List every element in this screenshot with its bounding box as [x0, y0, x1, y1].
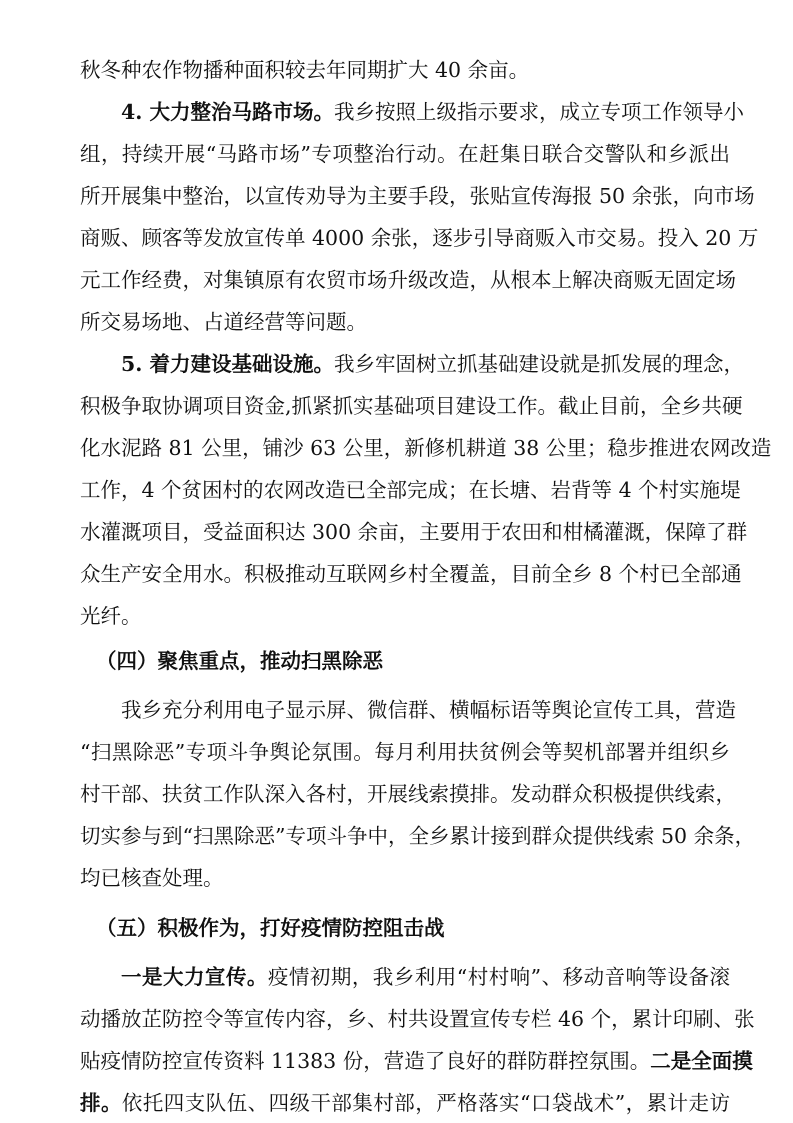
paragraph-line: 众生产安全用水。积极推动互联网乡村全覆盖，目前全乡 8 个村已全部通 [80, 562, 742, 586]
paragraph-line [80, 1083, 730, 1123]
section-title: 二是全面摸 [650, 1049, 753, 1073]
paragraph-line: “扫黑除恶”专项斗争舆论氛围。每月利用扶贫例会等契机部署并组织乡 [80, 740, 730, 764]
paragraph-text: 我乡按照上级指示要求，成立专项工作领导小 [334, 100, 745, 124]
paragraph-line: 水灌溉项目，受益面积达 300 余亩，主要用于农田和柑橘灌溉，保障了群 [80, 520, 748, 544]
paragraph-line: 积极争取协调项目资金,抓紧抓实基础项目建设工作。截止目前，全乡共硬 [80, 394, 743, 418]
paragraph-line: 均已核查处理。 [80, 866, 224, 890]
section-title: 5. 着力建设基础设施。 [121, 352, 335, 376]
paragraph-line: 工作，4 个贫困村的农网改造已全部完成；在长塘、岩背等 4 个村实施堤 [80, 478, 741, 502]
section-heading: （四）聚焦重点，推动扫黑除恶 [96, 649, 383, 673]
paragraph-line [121, 344, 745, 384]
paragraph-line [121, 957, 730, 997]
section-heading: （五）积极作为，打好疫情防控阻击战 [96, 916, 445, 940]
paragraph-text: 依托四支队伍、四级干部集村部，严格落实“口袋战术”，累计走访 [121, 1091, 730, 1115]
paragraph-line: 所开展集中整治，以宣传劝导为主要手段，张贴宣传海报 50 余张，向市场 [80, 184, 755, 208]
paragraph-text: 我乡牢固树立抓基础建设就是抓发展的理念， [334, 352, 745, 376]
paragraph-line [121, 92, 745, 132]
paragraph-line: 动播放芷防控令等宣传内容，乡、村共设置宣传专栏 46 个，累计印刷、张 [80, 1007, 755, 1031]
paragraph-line: 化水泥路 81 公里，铺沙 63 公里，新修机耕道 38 公里；稳步推进农网改造 [80, 436, 772, 460]
section-title: 排。 [80, 1091, 122, 1115]
paragraph-line: 秋冬种农作物播种面积较去年同期扩大 40 余亩。 [80, 58, 530, 82]
paragraph-line: 光纤。 [80, 604, 142, 628]
paragraph-line: 组，持续开展“马路市场”专项整治行动。在赶集日联合交警队和乡派出 [80, 142, 730, 166]
paragraph-line [80, 1041, 753, 1081]
paragraph-line: 商贩、顾客等发放宣传单 4000 余张，逐步引导商贩入市交易。投入 20 万 [80, 226, 759, 250]
paragraph-line: 我乡充分利用电子显示屏、微信群、横幅标语等舆论宣传工具，营造 [121, 698, 736, 722]
section-title: 4. 大力整治马路市场。 [121, 100, 335, 124]
paragraph-text: 疫情初期，我乡利用“村村响”、移动音响等设备滚 [267, 965, 730, 989]
paragraph-line: 切实参与到“扫黑除恶”专项斗争中，全乡累计接到群众提供线索 50 余条， [80, 824, 756, 848]
section-title: 一是大力宣传。 [121, 965, 268, 989]
paragraph-line: 所交易场地、占道经营等问题。 [80, 310, 367, 334]
paragraph-line: 村干部、扶贫工作队深入各村，开展线索摸排。发动群众积极提供线索， [80, 782, 736, 806]
paragraph-line: 元工作经费，对集镇原有农贸市场升级改造，从根本上解决商贩无固定场 [80, 268, 736, 292]
paragraph-text: 贴疫情防控宣传资料 11383 份，营造了良好的群防群控氛围。 [80, 1049, 651, 1073]
